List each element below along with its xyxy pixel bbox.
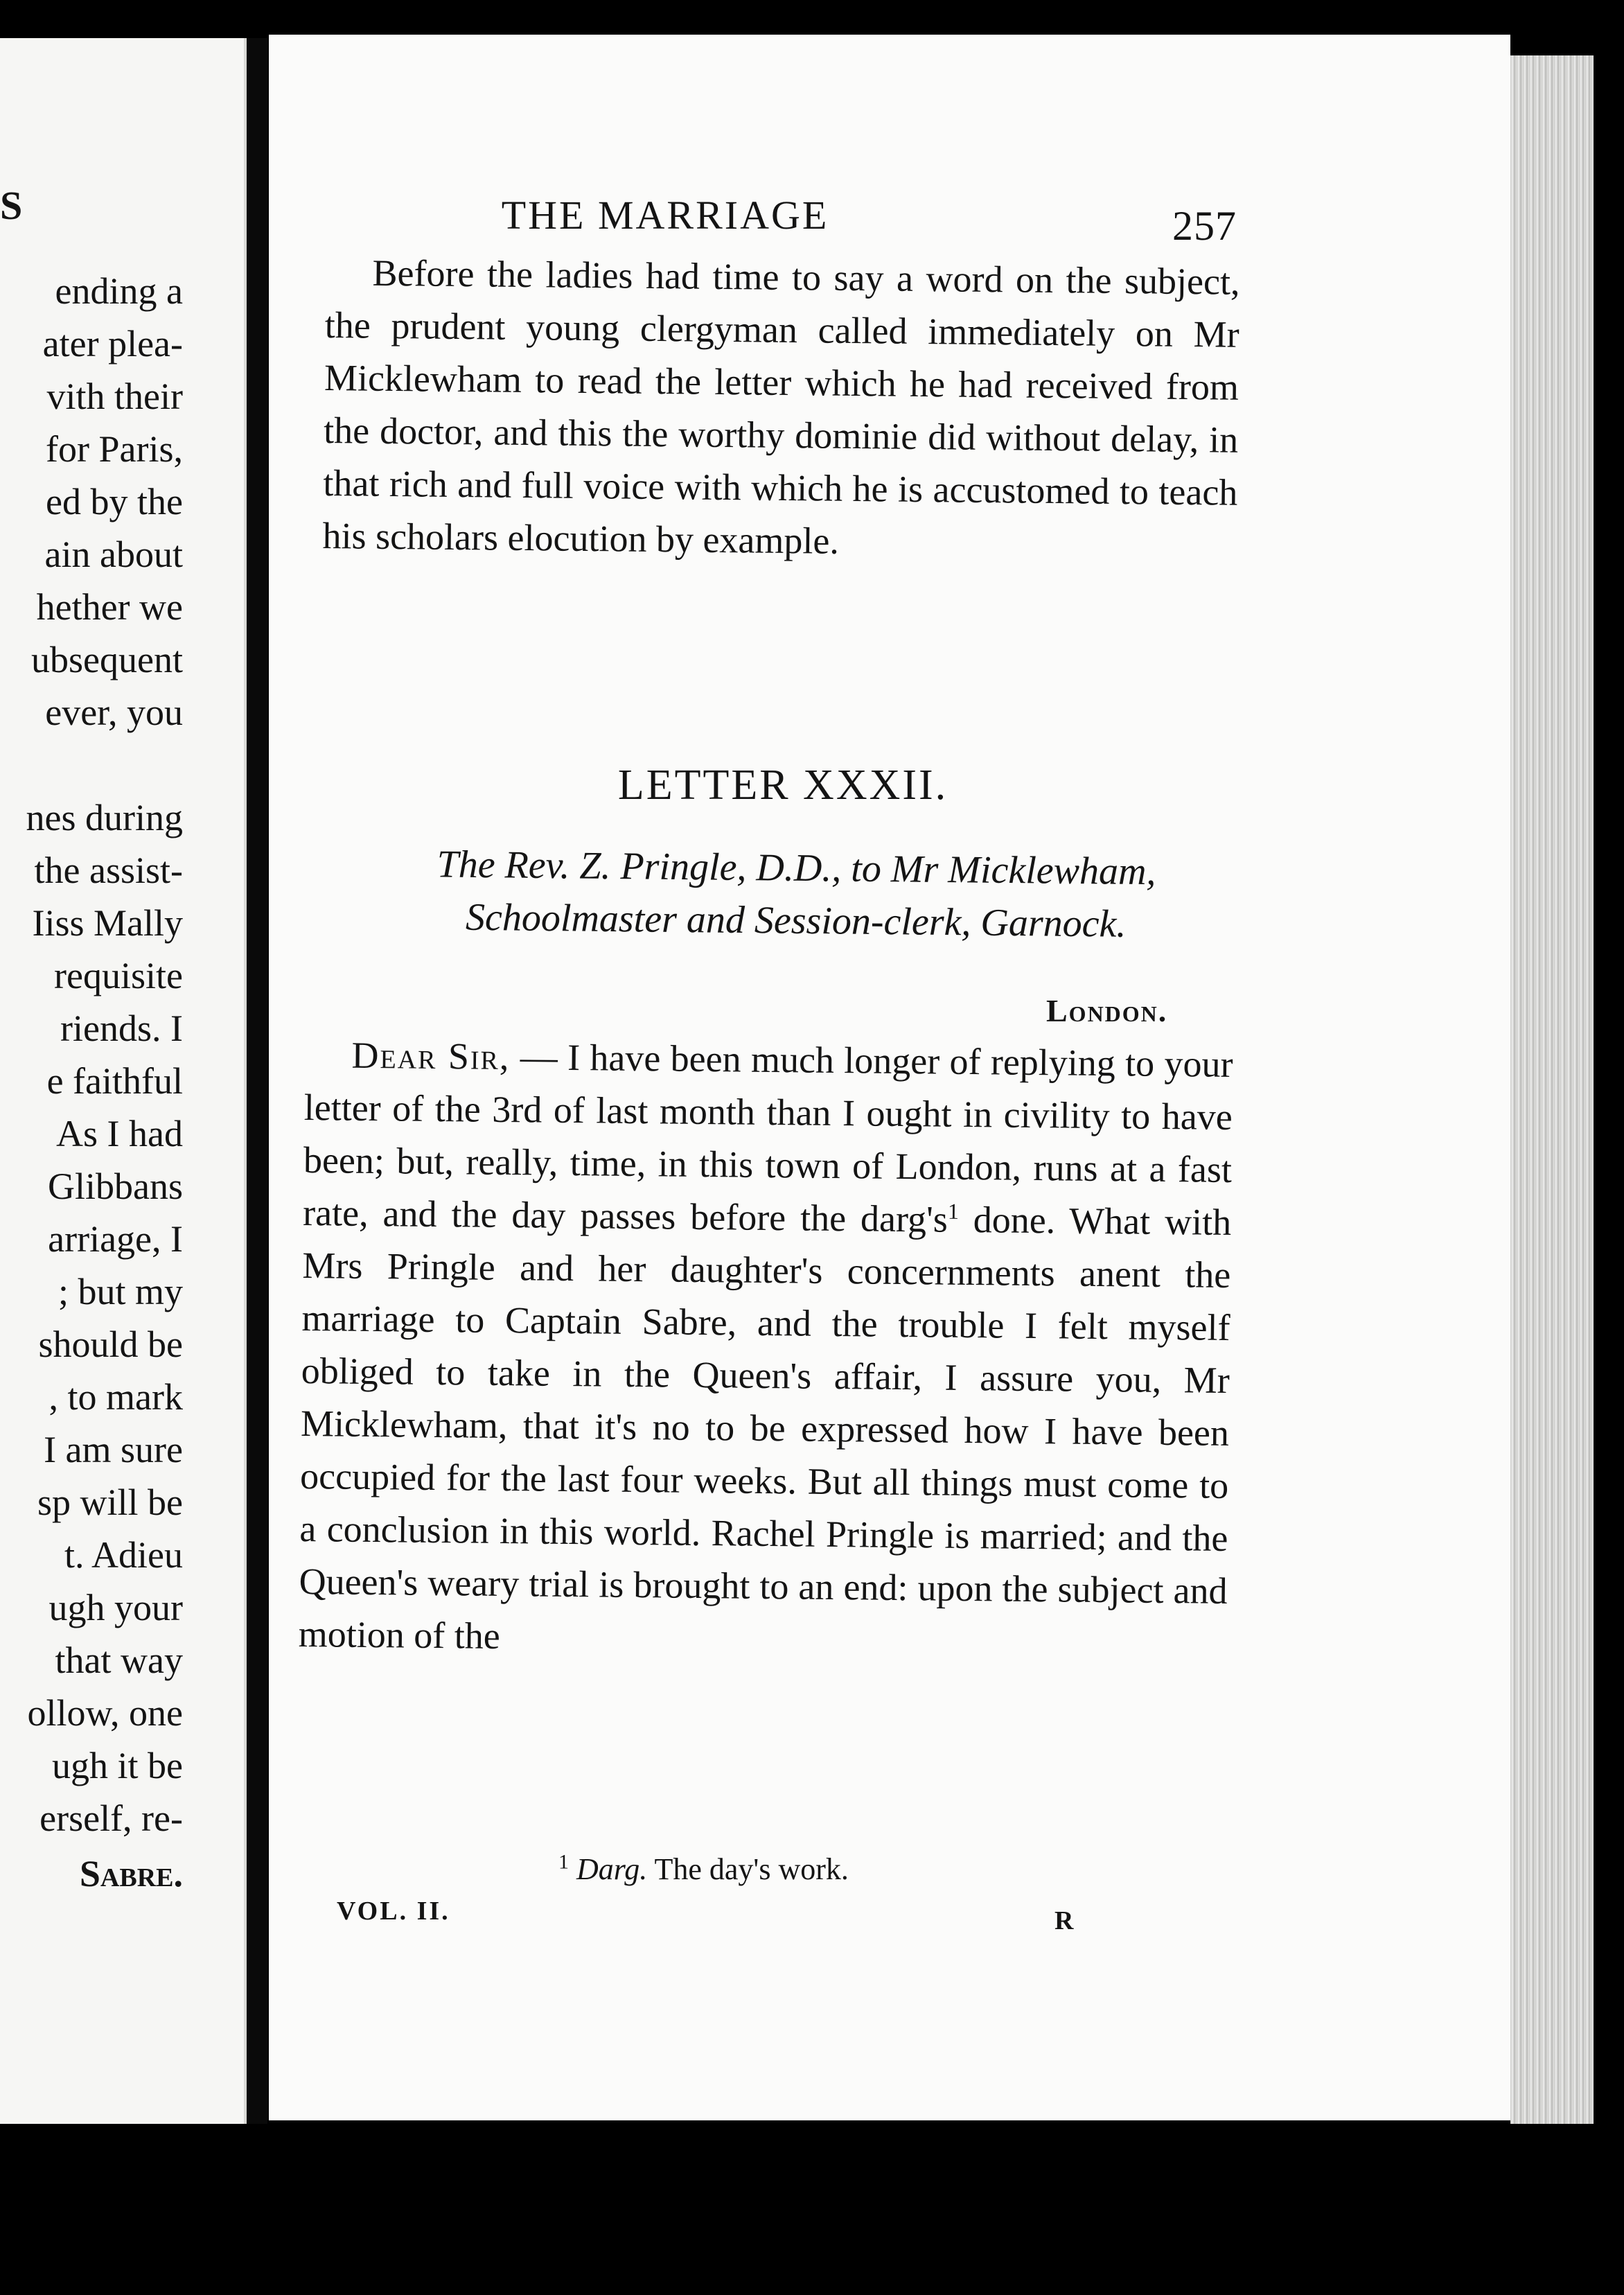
left-line: ugh your xyxy=(48,1587,183,1628)
left-line: ain about xyxy=(44,534,183,575)
letter-heading: LETTER XXXII. xyxy=(617,762,948,809)
left-line: nes during xyxy=(26,797,183,838)
footnote-term: Darg. xyxy=(576,1852,648,1886)
left-line: riends. I xyxy=(60,1008,183,1049)
left-line: that way xyxy=(55,1639,183,1681)
letter-body-part-1: — I have been much longer of replying to your letter of the 3rd of last month than I ought in civility to have been; but, really, time, in this town of London, runs at a fast rate, and the day passes before the darg's xyxy=(302,1036,1233,1240)
left-page xyxy=(0,38,247,2124)
page-number: 257 xyxy=(1172,203,1237,249)
letter-address: The Rev. Z. Pringle, D.D., to Mr Micklewham, Schoolmaster and Session-clerk, Garnock. xyxy=(436,843,1156,946)
left-line: , to mark xyxy=(48,1376,183,1418)
footnote-number: 1 xyxy=(558,1850,569,1874)
left-line: ugh it be xyxy=(52,1745,183,1786)
letter-body xyxy=(298,1028,1233,1670)
footnote xyxy=(558,1852,849,1887)
left-line: ; but my xyxy=(58,1271,183,1312)
left-line: ending a xyxy=(55,270,183,312)
salutation: Dear Sir, xyxy=(351,1034,511,1078)
left-running-head: S xyxy=(0,183,24,228)
left-line: I am sure xyxy=(44,1429,183,1470)
letter-place: London. xyxy=(1046,993,1168,1028)
left-line: sp will be xyxy=(37,1481,183,1523)
signature-mark: R xyxy=(1054,1906,1074,1935)
left-line: Iiss Mally xyxy=(32,902,183,944)
left-signature: Sabre. xyxy=(79,1853,183,1894)
left-line: ater plea- xyxy=(42,323,183,364)
volume-signature: VOL. II. xyxy=(337,1897,450,1926)
left-line: ed by the xyxy=(46,481,183,522)
left-line: vith their xyxy=(46,376,183,417)
left-line: Glibbans xyxy=(48,1166,183,1207)
left-line: should be xyxy=(38,1324,183,1365)
left-line: As I had xyxy=(56,1113,183,1154)
intro-paragraph: Before the ladies had time to say a word on the subject, the prudent young clergyman called immediately on Mr Micklewham to read the letter which he had received from the doctor, and this the worthy dominie did without delay, in that rich and full voice with which he is accustomed to teach his scholars elocution by example. xyxy=(322,252,1240,562)
footnote-reference[interactable]: 1 xyxy=(947,1198,960,1224)
page-edges xyxy=(1510,55,1594,2124)
running-title: THE MARRIAGE xyxy=(501,193,829,238)
left-line: ubsequent xyxy=(31,639,183,680)
left-line: ollow, one xyxy=(27,1692,183,1734)
footnote-text: The day's work. xyxy=(647,1852,849,1886)
left-line: e faithful xyxy=(46,1060,183,1102)
left-line: hether we xyxy=(36,586,183,628)
left-line: erself, re- xyxy=(39,1797,183,1839)
left-line: t. Adieu xyxy=(64,1534,183,1576)
left-line: the assist- xyxy=(34,850,183,891)
left-line: arriage, I xyxy=(48,1218,183,1260)
letter-body-part-2: done. What with Mrs Pringle and her daughter's concernments anent the marriage to Captain Sabre, and the trouble I felt myself obliged to take in the Queen's affair, I assure you, Mr Micklewham, that it's no to be expressed how I have been occupied for the last four weeks. But all things must come to a conclusion in this world. Rachel Pringle is married; and the Queen's weary trial is brought to an end: upon the subject and motion of the xyxy=(298,1198,1232,1657)
left-line: ever, you xyxy=(45,692,183,733)
book-gutter xyxy=(247,38,267,2124)
left-line: requisite xyxy=(54,955,183,996)
left-line: for Paris, xyxy=(46,428,183,470)
